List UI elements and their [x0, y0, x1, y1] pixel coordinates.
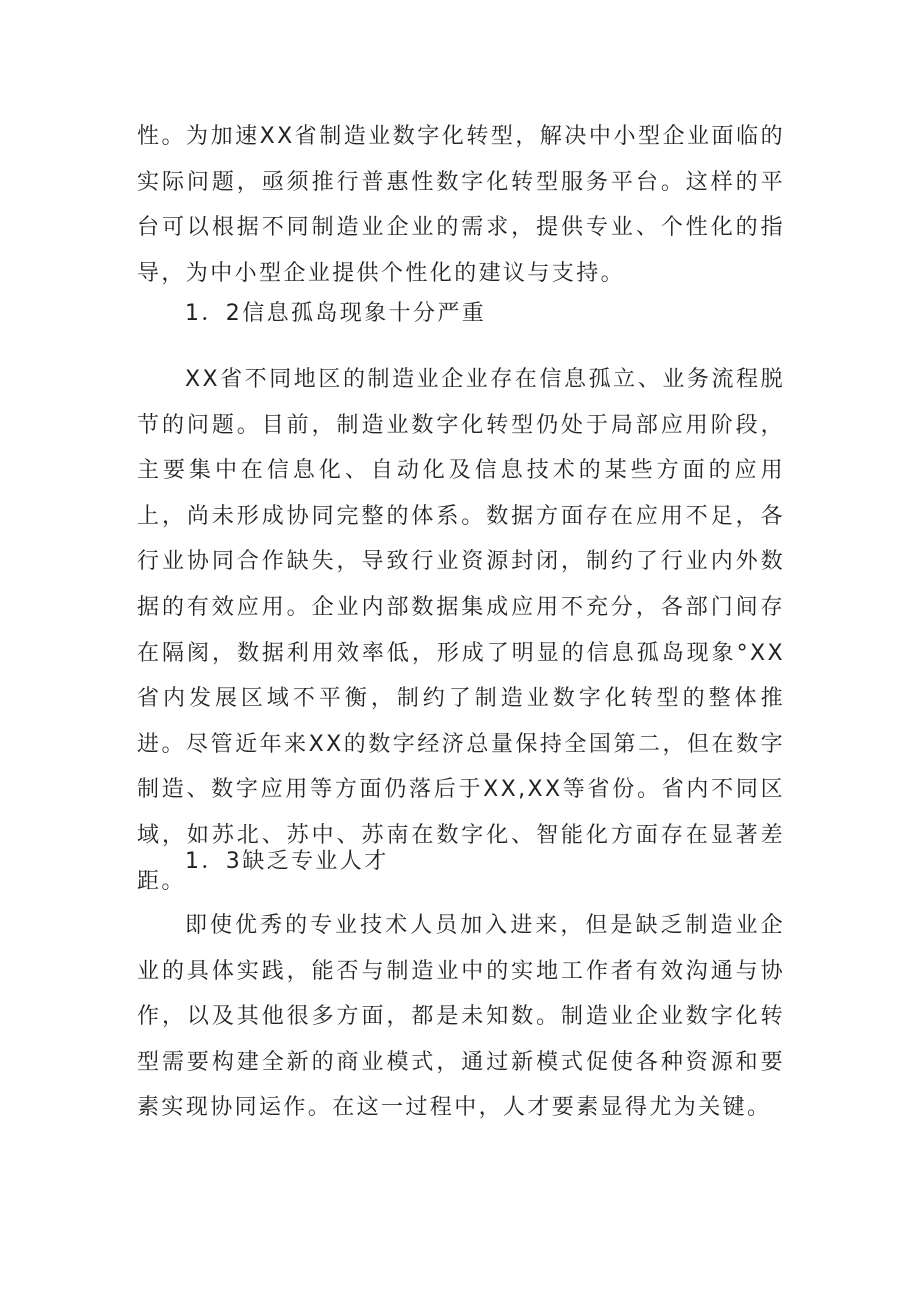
section-heading-1-3: 1．3缺乏专业人才 — [185, 849, 389, 874]
paragraph-talent-shortage: 即使优秀的专业技术人员加入进来，但是缺乏制造业企业的具体实践，能否与制造业中的实地工作者有效沟通与协作，以及其他很多方面，都是未知数。制造业企业数字化转型需要构建全新的商业模式，通过新模式促使各种资源和要素实现协同运作。在这一过程中，人才要素显得尤为关键。 — [137, 913, 785, 1121]
paragraph-platform-need: 性。为加速XX省制造业数字化转型，解决中小型企业面临的实际问题，亟须推行普惠性数字化转型服务平台。这样的平台可以根据不同制造业企业的需求，提供专业、个性化的指导，为中小型企业提供个性化的建议与支持。 — [137, 124, 785, 286]
section-heading-1-2: 1．2信息孤岛现象十分严重 — [185, 301, 487, 326]
paragraph-information-silos: XX省不同地区的制造业企业存在信息孤立、业务流程脱节的问题。目前，制造业数字化转型仍处于局部应用阶段，主要集中在信息化、自动化及信息技术的某些方面的应用上，尚未形成协同完整的体系。数据方面存在应用不足，各行业协同合作缺失，导致行业资源封闭，制约了行业内外数据的有效应用。企业内部数据集成应用不充分，各部门间存在隔阂，数据利用效率低，形成了明显的信息孤岛现象°XX省内发展区域不平衡，制约了制造业数字化转型的整体推进。尽管近年来XX的数字经济总量保持全国第二，但在数字制造、数字应用等方面仍落后于XX,XX等省份。省内不同区域，如苏北、苏中、苏南在数字化、智能化方面存在显著差距。 — [137, 367, 785, 894]
